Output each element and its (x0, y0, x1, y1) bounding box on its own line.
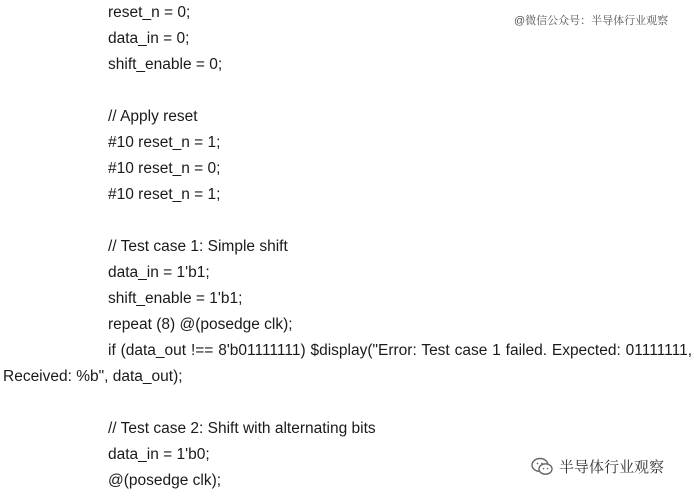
code-comment: // Test case 1: Simple shift (108, 238, 288, 255)
code-line: data_in = 1'b0; (108, 446, 210, 463)
code-line: repeat (8) @(posedge clk); (108, 316, 293, 333)
wechat-icon (531, 457, 553, 477)
code-line: shift_enable = 0; (108, 56, 223, 73)
code-line: reset_n = 0; (108, 4, 191, 21)
watermark-bottom-text: 半导体行业观察 (559, 459, 665, 476)
code-line: #10 reset_n = 1; (108, 186, 221, 203)
code-line: data_in = 1'b1; (108, 264, 210, 281)
code-line: data_in = 0; (108, 30, 190, 47)
code-line-wrapped: if (data_out !== 8'b01111111) $display("Error: Test case 1 failed. Expected: 01111111, Received: %b", data_out); (3, 342, 692, 385)
code-line: #10 reset_n = 1; (108, 134, 221, 151)
code-comment: // Test case 2: Shift with alternating bits (108, 420, 376, 437)
code-line: #10 reset_n = 0; (108, 160, 221, 177)
code-comment: // Apply reset (108, 108, 198, 125)
code-line: shift_enable = 1'b1; (108, 290, 243, 307)
watermark-top: @微信公众号：半导体行业观察 (514, 15, 669, 27)
watermark-bottom (531, 456, 664, 477)
code-line: @(posedge clk); (108, 472, 222, 489)
